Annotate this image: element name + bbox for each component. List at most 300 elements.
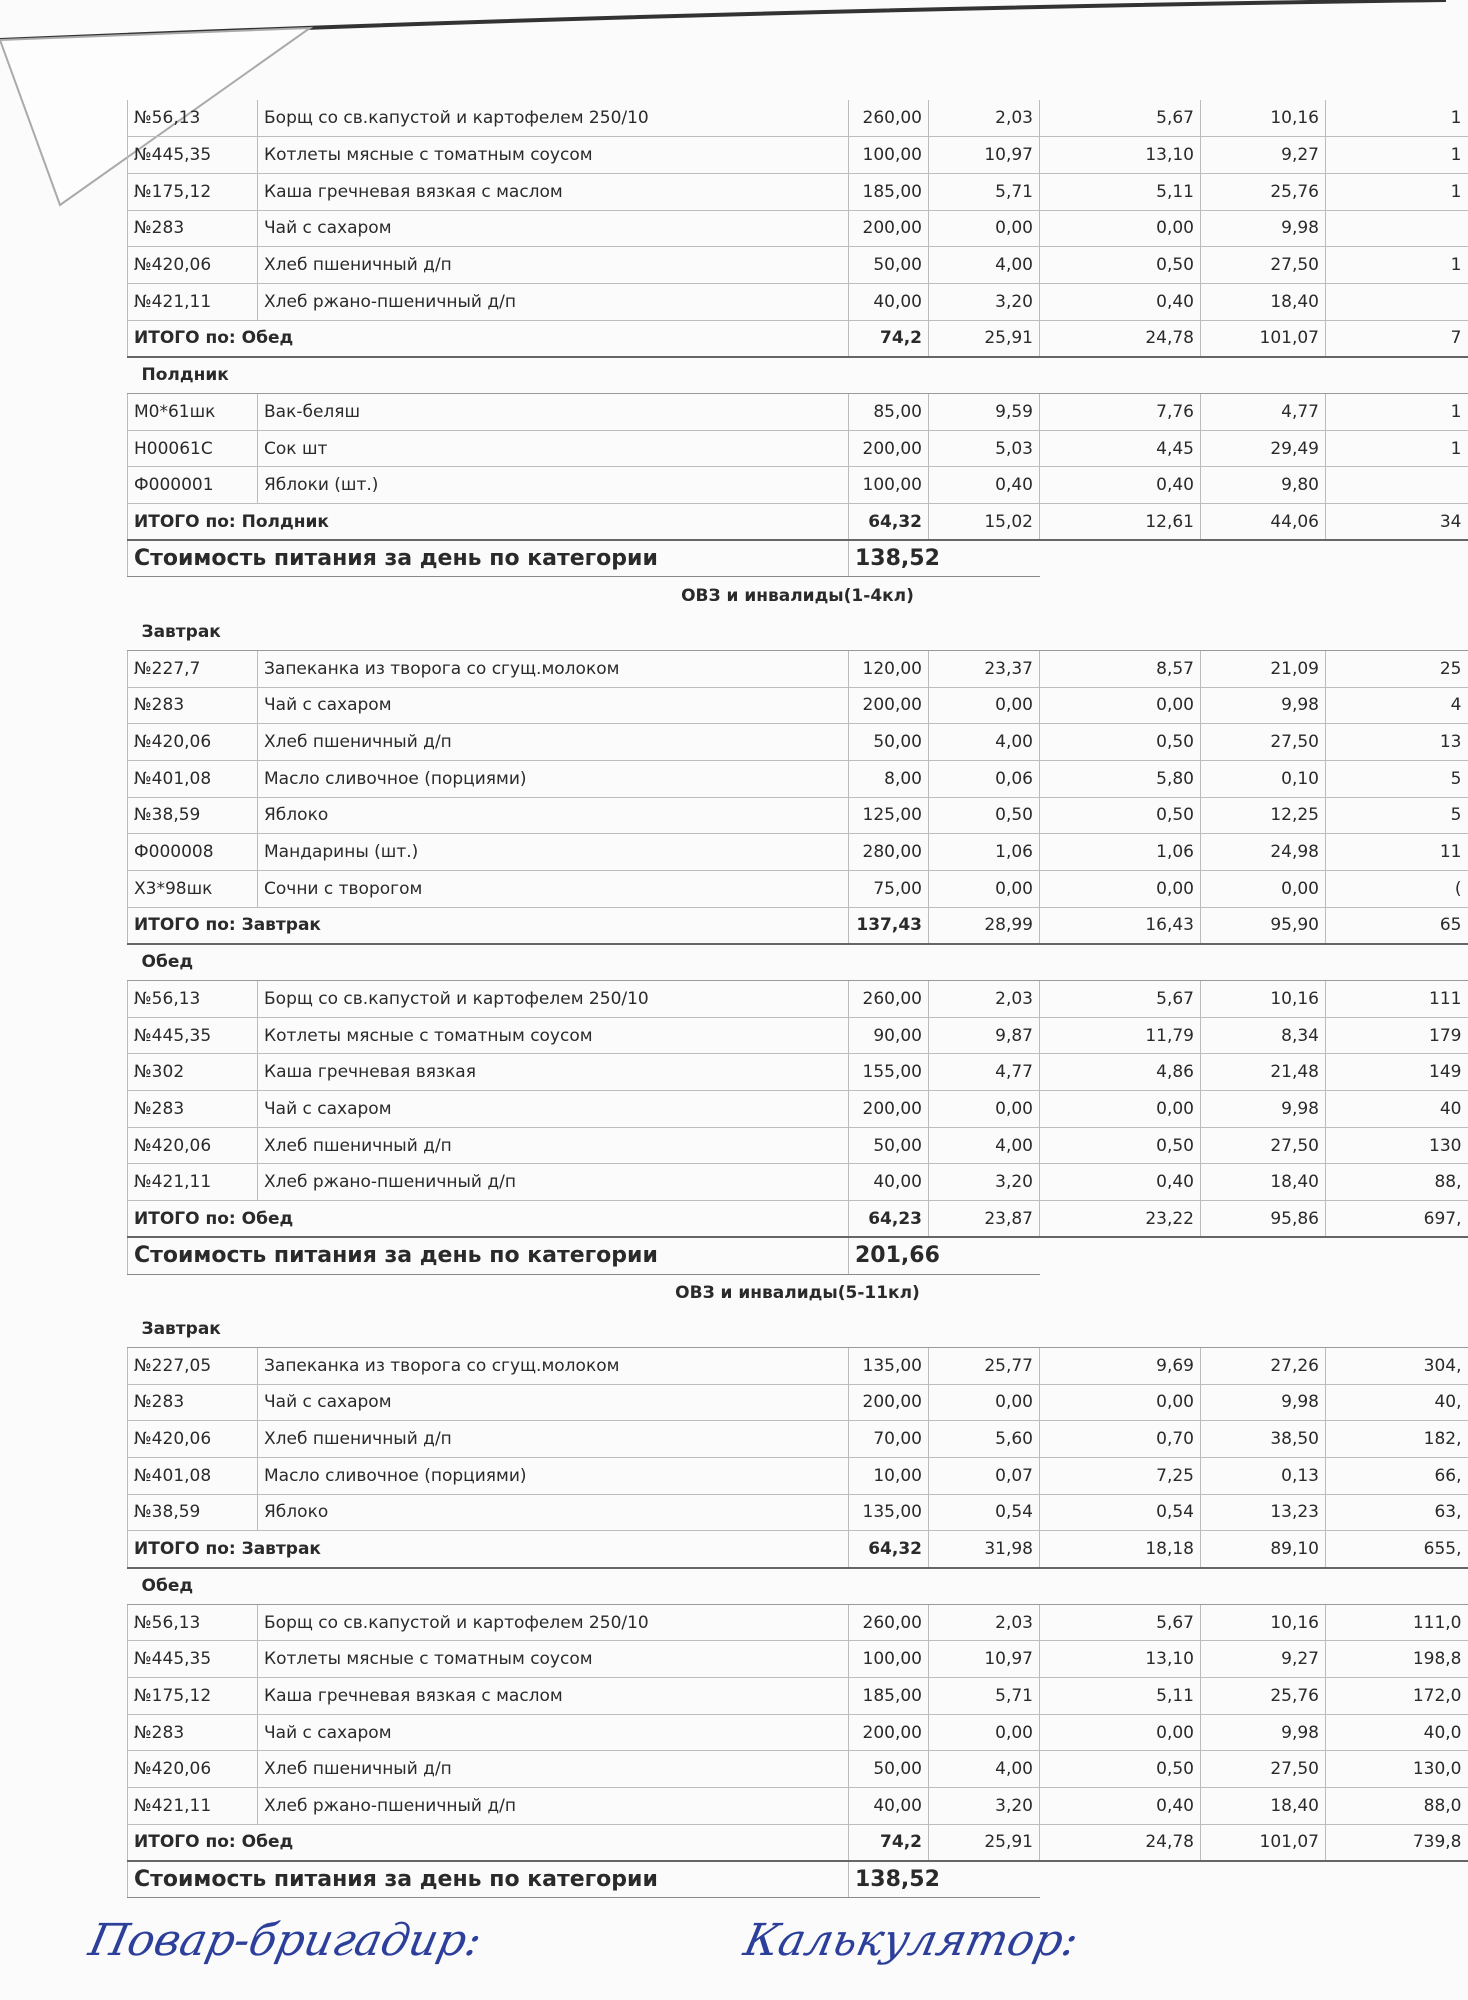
mass-cell: 40,00 <box>849 1164 929 1201</box>
mass-cell: 280,00 <box>849 834 929 871</box>
dish-name: Котлеты мясные с томатным соусом <box>258 1641 849 1678</box>
fat-cell: 16,43 <box>1040 907 1201 944</box>
energy-cell: 1 <box>1326 394 1468 431</box>
fat-cell: 5,80 <box>1040 760 1201 797</box>
carbs-cell: 38,50 <box>1201 1421 1326 1458</box>
fat-cell: 0,00 <box>1040 1384 1201 1421</box>
energy-cell: 88,0 <box>1326 1788 1468 1825</box>
mass-cell: 10,00 <box>849 1457 929 1494</box>
mass-cell: 200,00 <box>849 687 929 724</box>
dish-code: №283 <box>128 1714 258 1751</box>
protein-cell: 3,20 <box>929 283 1040 320</box>
carbs-cell: 4,77 <box>1201 394 1326 431</box>
daily-cost-label: Стоимость питания за день по категории <box>128 1237 849 1274</box>
energy-cell <box>1326 210 1468 247</box>
table-row <box>128 797 1468 834</box>
fat-cell: 23,22 <box>1040 1201 1201 1238</box>
fat-cell: 7,25 <box>1040 1457 1201 1494</box>
protein-cell: 9,59 <box>929 394 1040 431</box>
protein-cell: 5,60 <box>929 1421 1040 1458</box>
protein-cell: 10,97 <box>929 137 1040 174</box>
meal-title: Завтрак <box>128 1311 1468 1348</box>
daily-cost-row <box>128 540 1468 577</box>
mass-cell: 50,00 <box>849 1127 929 1164</box>
table-row <box>128 467 1468 504</box>
carbs-cell: 13,23 <box>1201 1494 1326 1531</box>
fat-cell: 0,00 <box>1040 870 1201 907</box>
energy-cell: 4 <box>1326 687 1468 724</box>
energy-cell: ( <box>1326 870 1468 907</box>
protein-cell: 0,00 <box>929 1714 1040 1751</box>
total-label: ИТОГО по: Обед <box>128 1201 849 1238</box>
table-row <box>128 1384 1468 1421</box>
dish-code: №283 <box>128 1384 258 1421</box>
protein-cell: 10,97 <box>929 1641 1040 1678</box>
mass-cell: 74,2 <box>849 320 929 357</box>
dish-code: №420,06 <box>128 724 258 761</box>
mass-cell: 50,00 <box>849 724 929 761</box>
carbs-cell: 9,98 <box>1201 687 1326 724</box>
protein-cell: 25,77 <box>929 1347 1040 1384</box>
energy-cell: 149 <box>1326 1054 1468 1091</box>
table-row <box>128 1751 1468 1788</box>
daily-cost-value: 201,66 <box>849 1237 1040 1274</box>
carbs-cell: 18,40 <box>1201 283 1326 320</box>
dish-name: Запеканка из творога со сгущ.молоком <box>258 1347 849 1384</box>
dish-name: Вак-беляш <box>258 394 849 431</box>
energy-cell: 40 <box>1326 1091 1468 1128</box>
energy-cell: 1 <box>1326 173 1468 210</box>
fat-cell: 5,67 <box>1040 981 1201 1018</box>
fat-cell: 0,50 <box>1040 724 1201 761</box>
carbs-cell: 0,00 <box>1201 870 1326 907</box>
dish-code: №420,06 <box>128 1751 258 1788</box>
mass-cell: 200,00 <box>849 1384 929 1421</box>
dish-name: Хлеб ржано-пшеничный д/п <box>258 1788 849 1825</box>
carbs-cell: 18,40 <box>1201 1788 1326 1825</box>
protein-cell: 25,91 <box>929 320 1040 357</box>
protein-cell: 0,50 <box>929 797 1040 834</box>
energy-cell: 130,0 <box>1326 1751 1468 1788</box>
total-row <box>128 1531 1468 1568</box>
carbs-cell: 101,07 <box>1201 1824 1326 1861</box>
mass-cell: 75,00 <box>849 870 929 907</box>
mass-cell: 100,00 <box>849 1641 929 1678</box>
fat-cell: 0,40 <box>1040 283 1201 320</box>
meal-header <box>128 357 1468 394</box>
protein-cell: 4,00 <box>929 247 1040 284</box>
table-row <box>128 1091 1468 1128</box>
carbs-cell: 21,09 <box>1201 650 1326 687</box>
protein-cell: 0,00 <box>929 1384 1040 1421</box>
dish-name: Хлеб пшеничный д/п <box>258 1421 849 1458</box>
mass-cell: 200,00 <box>849 1091 929 1128</box>
dish-code: №420,06 <box>128 247 258 284</box>
category-header <box>128 1274 1468 1311</box>
protein-cell: 5,71 <box>929 173 1040 210</box>
dish-name: Масло сливочное (порциями) <box>258 1457 849 1494</box>
dish-name: Чай с сахаром <box>258 1091 849 1128</box>
energy-cell: 182, <box>1326 1421 1468 1458</box>
energy-cell <box>1326 467 1468 504</box>
daily-cost-label: Стоимость питания за день по категории <box>128 1861 849 1898</box>
table-row <box>128 1164 1468 1201</box>
mass-cell: 260,00 <box>849 100 929 137</box>
mass-cell: 100,00 <box>849 137 929 174</box>
fat-cell: 11,79 <box>1040 1017 1201 1054</box>
carbs-cell: 10,16 <box>1201 981 1326 1018</box>
dish-name: Борщ со св.капустой и картофелем 250/10 <box>258 100 849 137</box>
table-row <box>128 1678 1468 1715</box>
meal-header <box>128 1311 1468 1348</box>
protein-cell: 0,07 <box>929 1457 1040 1494</box>
table-row <box>128 1054 1468 1091</box>
meal-title: Обед <box>128 1568 1468 1605</box>
protein-cell: 23,87 <box>929 1201 1040 1238</box>
protein-cell: 0,54 <box>929 1494 1040 1531</box>
protein-cell: 3,20 <box>929 1788 1040 1825</box>
daily-cost-value: 138,52 <box>849 540 1040 577</box>
dish-name: Яблоко <box>258 797 849 834</box>
carbs-cell: 95,90 <box>1201 907 1326 944</box>
mass-cell: 74,2 <box>849 1824 929 1861</box>
dish-code: №56,13 <box>128 981 258 1018</box>
table-row <box>128 1457 1468 1494</box>
carbs-cell: 10,16 <box>1201 100 1326 137</box>
energy-cell: 739,8 <box>1326 1824 1468 1861</box>
mass-cell: 85,00 <box>849 394 929 431</box>
daily-cost-value: 138,52 <box>849 1861 1040 1898</box>
table-row <box>128 430 1468 467</box>
protein-cell: 2,03 <box>929 100 1040 137</box>
carbs-cell: 27,50 <box>1201 724 1326 761</box>
dish-code: №175,12 <box>128 1678 258 1715</box>
menu-sheet <box>127 100 1467 1898</box>
energy-cell: 5 <box>1326 797 1468 834</box>
energy-cell: 13 <box>1326 724 1468 761</box>
meal-header <box>128 614 1468 651</box>
dish-code: Ф000008 <box>128 834 258 871</box>
dish-code: №445,35 <box>128 137 258 174</box>
fat-cell: 0,50 <box>1040 247 1201 284</box>
dish-name: Каша гречневая вязкая <box>258 1054 849 1091</box>
carbs-cell: 101,07 <box>1201 320 1326 357</box>
mass-cell: 100,00 <box>849 467 929 504</box>
energy-cell: 63, <box>1326 1494 1468 1531</box>
total-row <box>128 1824 1468 1861</box>
energy-cell: 65 <box>1326 907 1468 944</box>
total-row <box>128 1201 1468 1238</box>
total-row <box>128 320 1468 357</box>
protein-cell: 9,87 <box>929 1017 1040 1054</box>
fat-cell: 1,06 <box>1040 834 1201 871</box>
carbs-cell: 25,76 <box>1201 1678 1326 1715</box>
meal-header <box>128 944 1468 981</box>
fat-cell: 0,00 <box>1040 210 1201 247</box>
energy-cell: 130 <box>1326 1127 1468 1164</box>
fat-cell: 0,00 <box>1040 1091 1201 1128</box>
total-label: ИТОГО по: Обед <box>128 1824 849 1861</box>
dish-name: Мандарины (шт.) <box>258 834 849 871</box>
dish-code: №38,59 <box>128 1494 258 1531</box>
mass-cell: 155,00 <box>849 1054 929 1091</box>
dish-code: №283 <box>128 210 258 247</box>
dish-code: №445,35 <box>128 1017 258 1054</box>
fat-cell: 8,57 <box>1040 650 1201 687</box>
table-row <box>128 1788 1468 1825</box>
carbs-cell: 9,98 <box>1201 1384 1326 1421</box>
dish-name: Сок шт <box>258 430 849 467</box>
energy-cell: 179 <box>1326 1017 1468 1054</box>
mass-cell: 260,00 <box>849 981 929 1018</box>
dish-name: Котлеты мясные с томатным соусом <box>258 137 849 174</box>
energy-cell: 111,0 <box>1326 1604 1468 1641</box>
dish-name: Хлеб ржано-пшеничный д/п <box>258 283 849 320</box>
protein-cell: 0,40 <box>929 467 1040 504</box>
dish-code: №283 <box>128 687 258 724</box>
protein-cell: 0,00 <box>929 210 1040 247</box>
dish-code: №302 <box>128 1054 258 1091</box>
signature-cook: Повар-бригадир: <box>84 1915 487 1966</box>
dish-name: Яблоко <box>258 1494 849 1531</box>
energy-cell: 34 <box>1326 504 1468 541</box>
fat-cell: 4,86 <box>1040 1054 1201 1091</box>
energy-cell: 1 <box>1326 137 1468 174</box>
table-row <box>128 1347 1468 1384</box>
dish-code: №56,13 <box>128 100 258 137</box>
fat-cell: 5,67 <box>1040 1604 1201 1641</box>
empty-cell <box>1040 1237 1468 1274</box>
mass-cell: 8,00 <box>849 760 929 797</box>
mass-cell: 135,00 <box>849 1494 929 1531</box>
dish-code: №421,11 <box>128 1788 258 1825</box>
fat-cell: 13,10 <box>1040 1641 1201 1678</box>
mass-cell: 64,32 <box>849 1531 929 1568</box>
fat-cell: 0,00 <box>1040 1714 1201 1751</box>
energy-cell: 40, <box>1326 1384 1468 1421</box>
carbs-cell: 27,50 <box>1201 1127 1326 1164</box>
protein-cell: 1,06 <box>929 834 1040 871</box>
protein-cell: 15,02 <box>929 504 1040 541</box>
carbs-cell: 8,34 <box>1201 1017 1326 1054</box>
mass-cell: 200,00 <box>849 430 929 467</box>
fat-cell: 12,61 <box>1040 504 1201 541</box>
fat-cell: 18,18 <box>1040 1531 1201 1568</box>
protein-cell: 0,00 <box>929 1091 1040 1128</box>
energy-cell: 198,8 <box>1326 1641 1468 1678</box>
protein-cell: 25,91 <box>929 1824 1040 1861</box>
dish-name: Чай с сахаром <box>258 210 849 247</box>
total-row <box>128 907 1468 944</box>
protein-cell: 2,03 <box>929 981 1040 1018</box>
table-row <box>128 210 1468 247</box>
total-label: ИТОГО по: Завтрак <box>128 1531 849 1568</box>
mass-cell: 40,00 <box>849 283 929 320</box>
mass-cell: 120,00 <box>849 650 929 687</box>
table-row <box>128 1604 1468 1641</box>
carbs-cell: 9,80 <box>1201 467 1326 504</box>
protein-cell: 5,71 <box>929 1678 1040 1715</box>
dish-name: Хлеб пшеничный д/п <box>258 724 849 761</box>
fat-cell: 0,50 <box>1040 1127 1201 1164</box>
fat-cell: 5,11 <box>1040 173 1201 210</box>
energy-cell: 1 <box>1326 247 1468 284</box>
daily-cost-row <box>128 1237 1468 1274</box>
table-row <box>128 1494 1468 1531</box>
fat-cell: 0,54 <box>1040 1494 1201 1531</box>
dish-code: №421,11 <box>128 283 258 320</box>
fat-cell: 24,78 <box>1040 1824 1201 1861</box>
mass-cell: 137,43 <box>849 907 929 944</box>
table-row <box>128 687 1468 724</box>
table-row <box>128 1017 1468 1054</box>
dish-name: Каша гречневая вязкая с маслом <box>258 1678 849 1715</box>
carbs-cell: 24,98 <box>1201 834 1326 871</box>
meal-title: Полдник <box>128 357 1468 394</box>
carbs-cell: 9,98 <box>1201 210 1326 247</box>
table-row <box>128 981 1468 1018</box>
fat-cell: 7,76 <box>1040 394 1201 431</box>
total-label: ИТОГО по: Полдник <box>128 504 849 541</box>
empty-cell <box>1040 1861 1468 1898</box>
mass-cell: 70,00 <box>849 1421 929 1458</box>
carbs-cell: 0,13 <box>1201 1457 1326 1494</box>
dish-code: №420,06 <box>128 1127 258 1164</box>
fat-cell: 0,40 <box>1040 467 1201 504</box>
table-row <box>128 1127 1468 1164</box>
protein-cell: 0,00 <box>929 870 1040 907</box>
fat-cell: 9,69 <box>1040 1347 1201 1384</box>
mass-cell: 200,00 <box>849 1714 929 1751</box>
mass-cell: 50,00 <box>849 1751 929 1788</box>
dish-code: Ф000001 <box>128 467 258 504</box>
protein-cell: 28,99 <box>929 907 1040 944</box>
dish-name: Яблоки (шт.) <box>258 467 849 504</box>
daily-cost-row <box>128 1861 1468 1898</box>
table-row <box>128 100 1468 137</box>
dish-name: Котлеты мясные с томатным соусом <box>258 1017 849 1054</box>
energy-cell: 66, <box>1326 1457 1468 1494</box>
dish-code: М0*61шк <box>128 394 258 431</box>
protein-cell: 4,00 <box>929 724 1040 761</box>
energy-cell: 697, <box>1326 1201 1468 1238</box>
fat-cell: 0,40 <box>1040 1164 1201 1201</box>
signature-calculator: Калькулятор: <box>739 1915 1083 1966</box>
fat-cell: 0,40 <box>1040 1788 1201 1825</box>
dish-code: №283 <box>128 1091 258 1128</box>
category-title: ОВЗ и инвалиды(1-4кл) <box>681 585 914 606</box>
total-label: ИТОГО по: Обед <box>128 320 849 357</box>
carbs-cell: 27,26 <box>1201 1347 1326 1384</box>
table-row <box>128 760 1468 797</box>
dish-name: Хлеб пшеничный д/п <box>258 247 849 284</box>
protein-cell: 3,20 <box>929 1164 1040 1201</box>
menu-table <box>127 100 1468 1898</box>
protein-cell: 0,06 <box>929 760 1040 797</box>
table-row <box>128 1421 1468 1458</box>
dish-code: №445,35 <box>128 1641 258 1678</box>
energy-cell: 25 <box>1326 650 1468 687</box>
empty-cell <box>1040 540 1468 577</box>
table-row <box>128 870 1468 907</box>
dish-name: Сочни с творогом <box>258 870 849 907</box>
mass-cell: 185,00 <box>849 173 929 210</box>
fat-cell: 0,50 <box>1040 797 1201 834</box>
dish-name: Борщ со св.капустой и картофелем 250/10 <box>258 981 849 1018</box>
dish-name: Борщ со св.капустой и картофелем 250/10 <box>258 1604 849 1641</box>
dish-name: Чай с сахаром <box>258 687 849 724</box>
dish-code: №227,7 <box>128 650 258 687</box>
mass-cell: 135,00 <box>849 1347 929 1384</box>
energy-cell: 1 <box>1326 430 1468 467</box>
fat-cell: 0,50 <box>1040 1751 1201 1788</box>
category-title: ОВЗ и инвалиды(5-11кл) <box>675 1282 920 1303</box>
carbs-cell: 9,27 <box>1201 1641 1326 1678</box>
mass-cell: 185,00 <box>849 1678 929 1715</box>
carbs-cell: 0,10 <box>1201 760 1326 797</box>
table-row <box>128 137 1468 174</box>
table-row <box>128 173 1468 210</box>
table-row <box>128 283 1468 320</box>
fat-cell: 13,10 <box>1040 137 1201 174</box>
protein-cell: 4,00 <box>929 1751 1040 1788</box>
dish-name: Чай с сахаром <box>258 1714 849 1751</box>
fat-cell: 5,11 <box>1040 1678 1201 1715</box>
table-row <box>128 724 1468 761</box>
energy-cell: 304, <box>1326 1347 1468 1384</box>
carbs-cell: 25,76 <box>1201 173 1326 210</box>
dish-code: №401,08 <box>128 1457 258 1494</box>
protein-cell: 4,00 <box>929 1127 1040 1164</box>
meal-header <box>128 1568 1468 1605</box>
total-row <box>128 504 1468 541</box>
dish-name: Масло сливочное (порциями) <box>258 760 849 797</box>
dish-code: №421,11 <box>128 1164 258 1201</box>
carbs-cell: 9,98 <box>1201 1091 1326 1128</box>
mass-cell: 260,00 <box>849 1604 929 1641</box>
mass-cell: 200,00 <box>849 210 929 247</box>
energy-cell <box>1326 283 1468 320</box>
dish-code: Н00061С <box>128 430 258 467</box>
energy-cell: 111 <box>1326 981 1468 1018</box>
table-row <box>128 247 1468 284</box>
protein-cell: 31,98 <box>929 1531 1040 1568</box>
carbs-cell: 29,49 <box>1201 430 1326 467</box>
table-row <box>128 1714 1468 1751</box>
dish-name: Запеканка из творога со сгущ.молоком <box>258 650 849 687</box>
protein-cell: 23,37 <box>929 650 1040 687</box>
carbs-cell: 27,50 <box>1201 1751 1326 1788</box>
total-label: ИТОГО по: Завтрак <box>128 907 849 944</box>
mass-cell: 50,00 <box>849 247 929 284</box>
daily-cost-label: Стоимость питания за день по категории <box>128 540 849 577</box>
mass-cell: 64,32 <box>849 504 929 541</box>
dish-code: №420,06 <box>128 1421 258 1458</box>
carbs-cell: 95,86 <box>1201 1201 1326 1238</box>
energy-cell: 5 <box>1326 760 1468 797</box>
fat-cell: 0,00 <box>1040 687 1201 724</box>
dish-code: №175,12 <box>128 173 258 210</box>
protein-cell: 5,03 <box>929 430 1040 467</box>
protein-cell: 2,03 <box>929 1604 1040 1641</box>
dish-name: Чай с сахаром <box>258 1384 849 1421</box>
carbs-cell: 9,27 <box>1201 137 1326 174</box>
table-row <box>128 650 1468 687</box>
carbs-cell: 9,98 <box>1201 1714 1326 1751</box>
table-row <box>128 394 1468 431</box>
energy-cell: 88, <box>1326 1164 1468 1201</box>
carbs-cell: 89,10 <box>1201 1531 1326 1568</box>
